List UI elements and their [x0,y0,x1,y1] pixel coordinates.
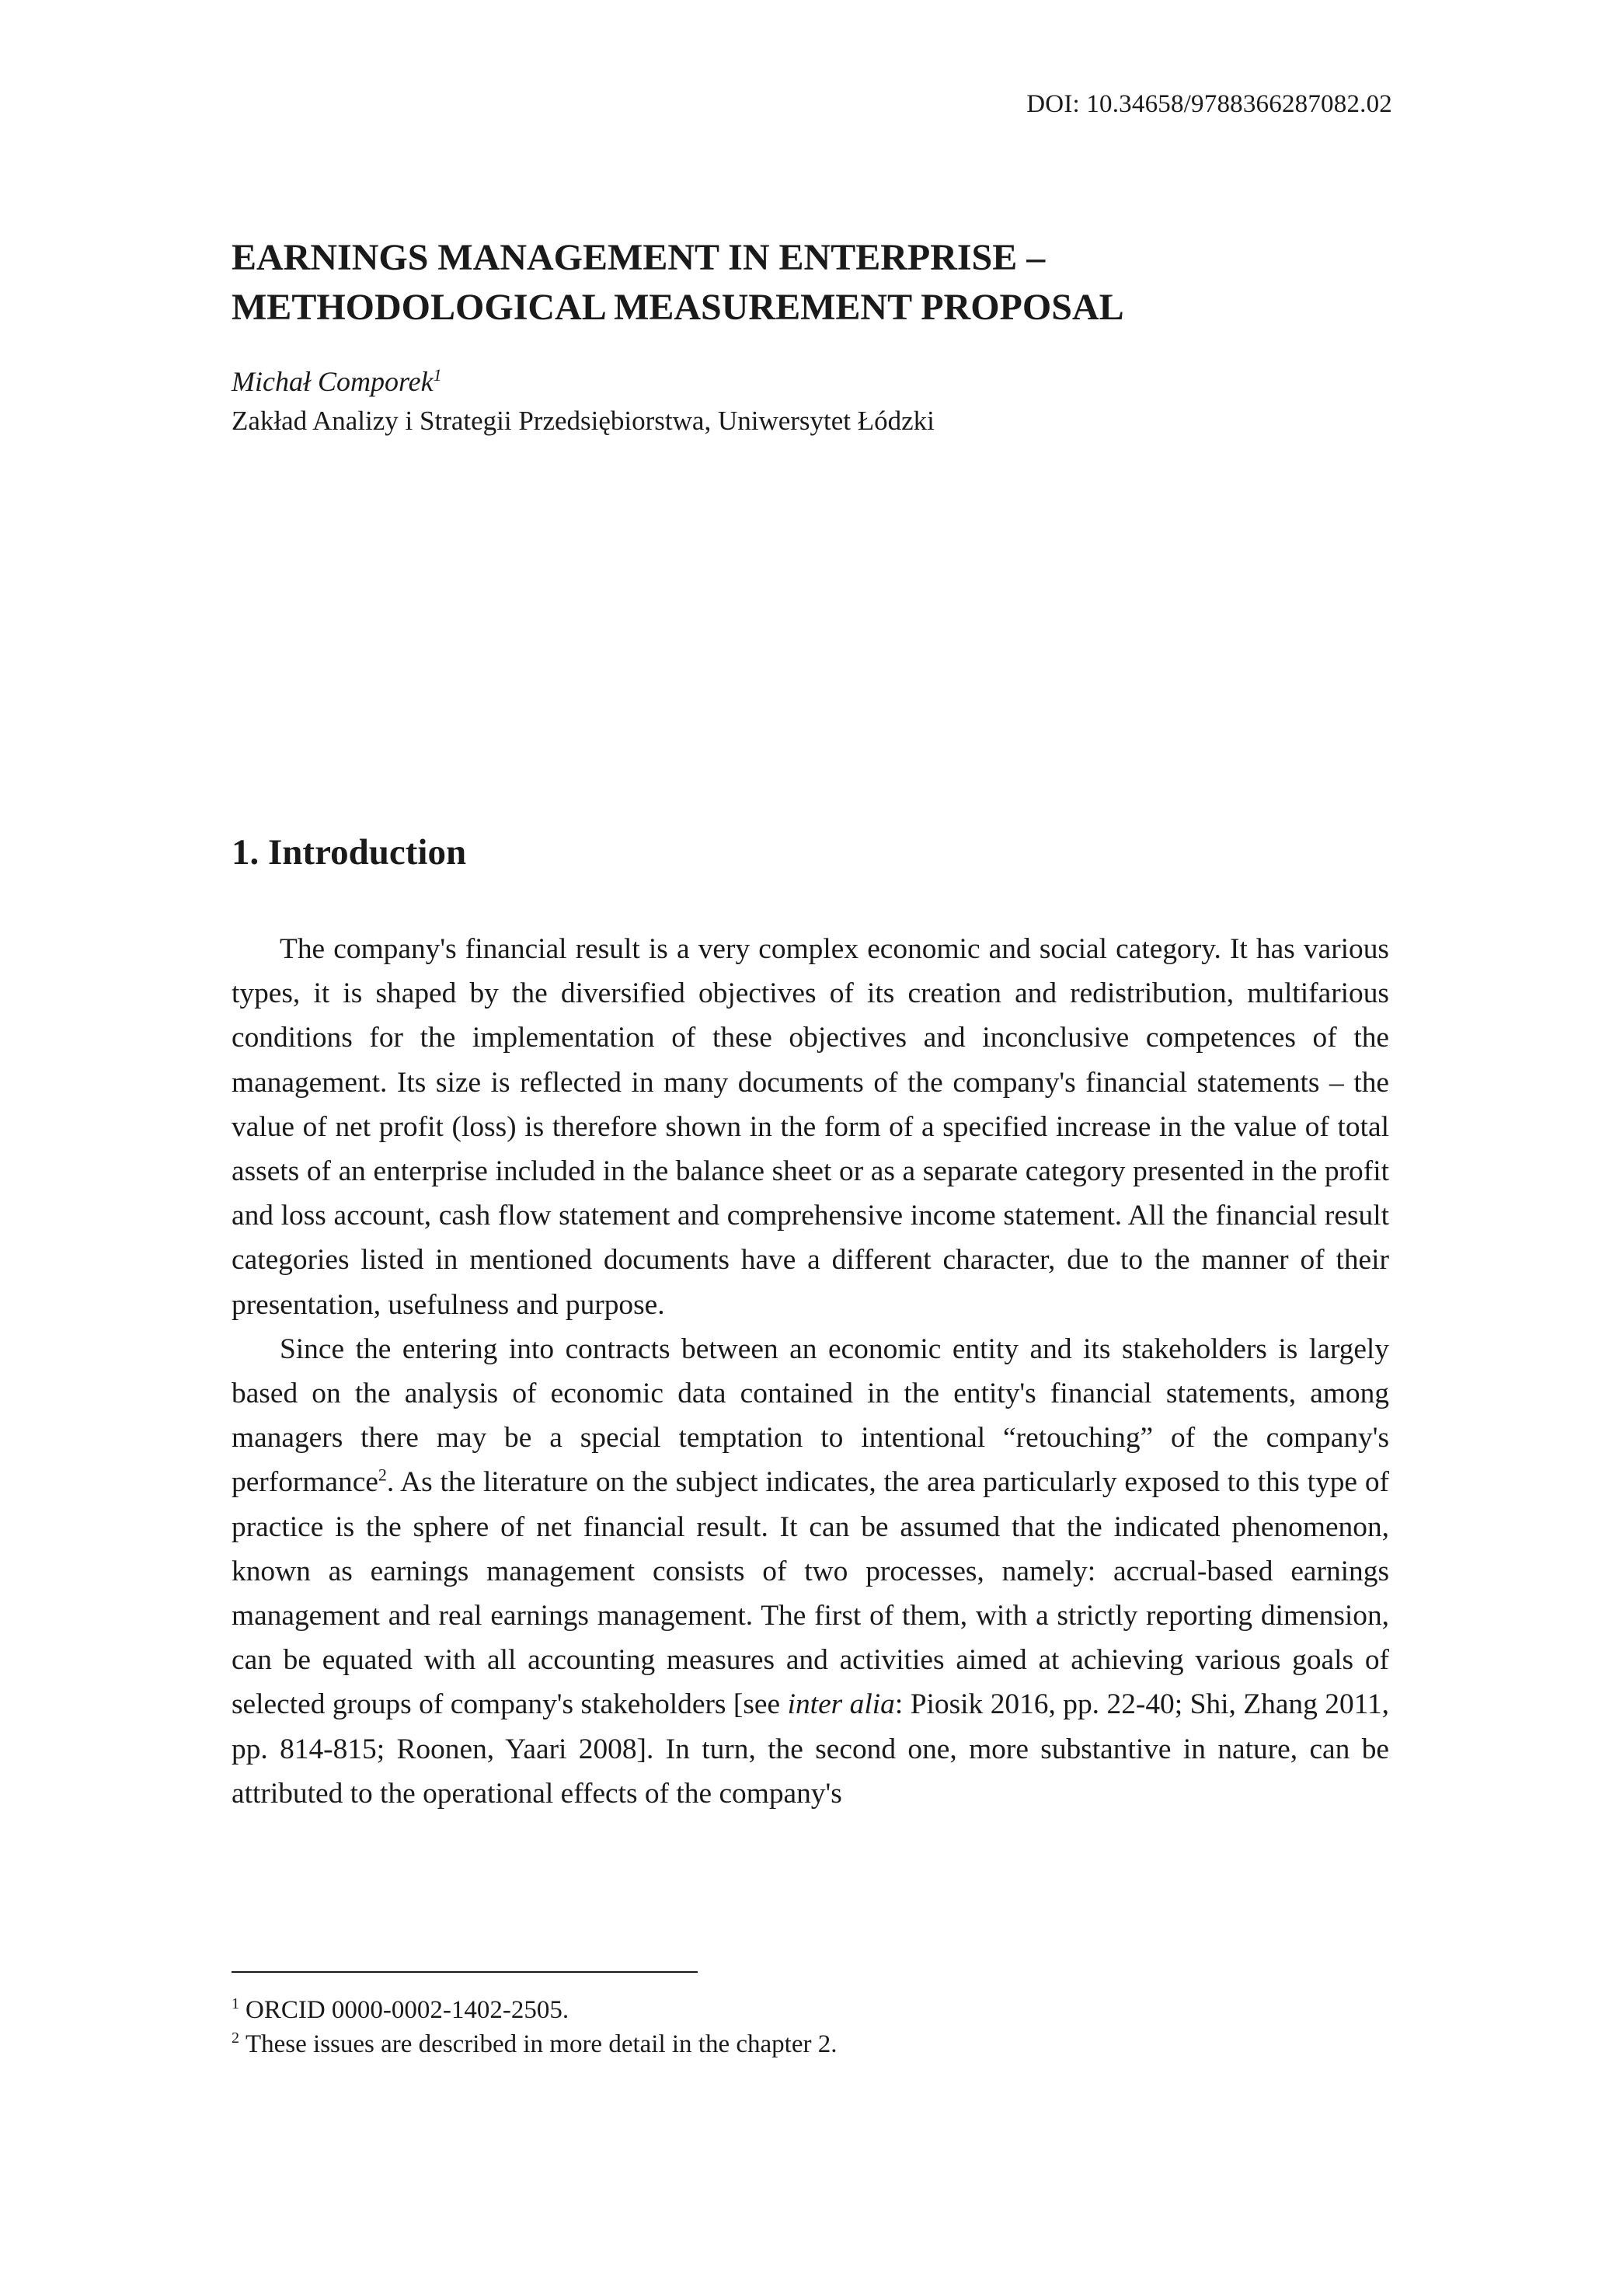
section-heading: 1. Introduction [232,832,467,873]
author-name-text: Michał Comporek [232,366,434,397]
article-title-line-2: METHODOLOGICAL MEASUREMENT PROPOSAL [232,287,1124,328]
paragraph-2-part-2: . As the literature on the subject indicates, the area particularly exposed to this type of practice is the sphere of net financial result. It can be assumed that the indicated phenomenon, known as earnings management consists of two processes, namely: accrual-based earnings management and real earnings management. The first of them, with a strictly reporting dimension, can be equated with all accounting measures and activities aimed at achieving various goals of selected groups of company's stakeholders [see [232,1466,1389,1721]
paragraph-1: The company's financial result is a very complex economic and social category. It has various types, it is shaped by the diversified objectives of its creation and redistribution, multifarious conditions for the implementation of these objectives and inconclusive competences of the management. Its size is reflected in many documents of the company's financial statements – the value of net profit (loss) is therefore shown in the form of a specified increase in the value of total assets of an enterprise included in the balance sheet or as a separate category presented in the profit and loss account, cash flow statement and comprehensive income statement. All the financial result categories listed in mentioned documents have a different character, due to the manner of their presentation, usefulness and purpose. [232,933,1389,1321]
footnote-2-text: These issues are described in more detail in the chapter 2. [246,2030,838,2058]
author-name [232,365,442,398]
author-footnote-mark: 1 [433,365,442,385]
footnote-1-text: ORCID 0000-0002-1402-2505. [246,1996,569,2024]
author-affiliation: Zakład Analizy i Strategii Przedsiębiorstwa, Uniwersytet Łódzki [232,406,935,436]
footnote-divider [232,1971,698,1973]
footnote-1-mark: 1 [232,1995,239,2012]
footnotes [232,1993,1389,2061]
doi-header: DOI: 10.34658/9788366287082.02 [1026,90,1392,118]
paragraph-2-italic: inter alia [787,1688,895,1721]
paragraph-2-part-3: : Piosik 2016, pp. 22-40; Shi, Zhang 2011, pp. 814-815; Roonen, Yaari 2008]. In turn, the second one, more substantive in nature, can be attributed to the operational effects of the company's [232,1688,1390,1810]
body-text [232,927,1389,1816]
paragraph-2 [232,1327,1389,1816]
paragraph-2-part-1: Since the entering into contracts between an economic entity and its stakeholders is largely based on the analysis of economic data contained in the entity's financial statements, among managers there may be a special temptation to intentional “retouching” of the company's performance [232,1333,1389,1499]
article-title [232,233,1397,333]
footnote-1 [232,1993,1389,2027]
footnote-2 [232,2027,1389,2061]
footnote-reference-2: 2 [378,1465,387,1485]
article-title-line-1: EARNINGS MANAGEMENT IN ENTERPRISE – [232,237,1046,278]
footnote-2-mark: 2 [232,2029,239,2047]
